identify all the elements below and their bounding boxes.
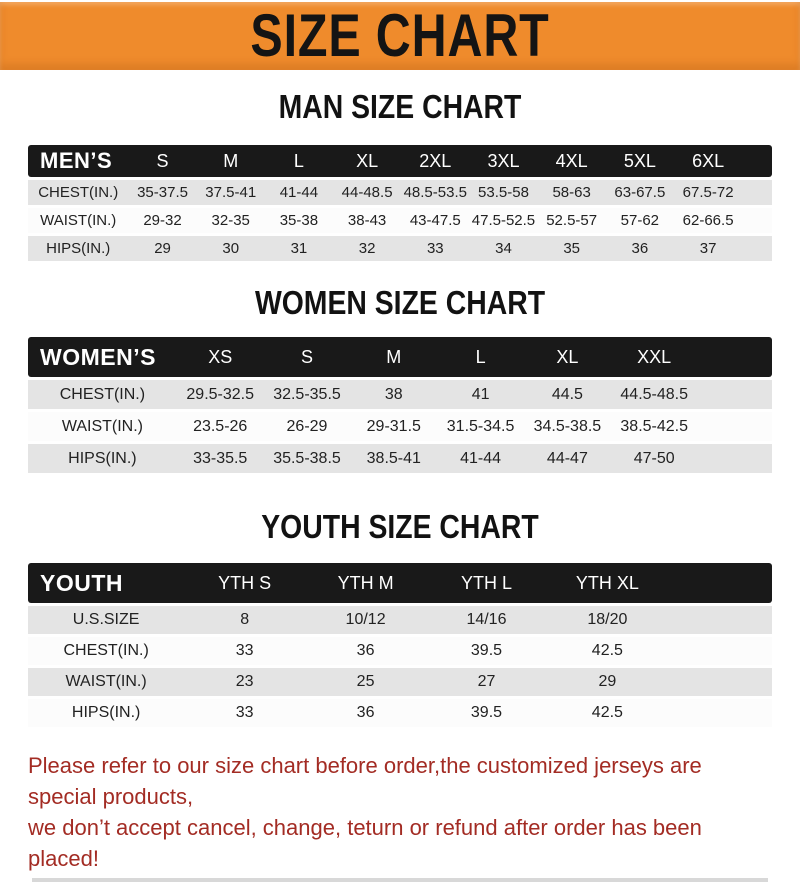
size-value-cell: 47.5-52.5 (469, 208, 537, 233)
header-filler-cell (698, 337, 772, 377)
size-value-cell: 31.5-34.5 (437, 412, 524, 441)
size-value-cell: 63-67.5 (606, 180, 674, 205)
size-value-cell: 36 (305, 637, 426, 665)
size-value-cell: 18/20 (547, 606, 668, 634)
size-header-cell: S (128, 145, 196, 177)
row-filler-cell (668, 699, 772, 727)
size-value-cell: 34 (469, 236, 537, 261)
row-filler-cell (742, 236, 772, 261)
size-value-cell: 32-35 (197, 208, 265, 233)
size-value-cell: 58-63 (538, 180, 606, 205)
size-value-cell: 42.5 (547, 699, 668, 727)
men-table-header (28, 145, 772, 177)
measure-label-cell: CHEST(IN.) (28, 380, 177, 409)
size-value-cell: 39.5 (426, 637, 547, 665)
measurement-row (28, 606, 772, 634)
row-filler-cell (698, 380, 772, 409)
size-header-cell: M (350, 337, 437, 377)
measure-label-cell: CHEST(IN.) (28, 180, 128, 205)
measurement-row (28, 668, 772, 696)
size-header-cell: XXL (611, 337, 698, 377)
measurement-row (28, 637, 772, 665)
size-header-row (28, 145, 772, 177)
measurement-row (28, 699, 772, 727)
size-value-cell: 57-62 (606, 208, 674, 233)
size-header-cell: YTH XL (547, 563, 668, 603)
size-header-cell: M (197, 145, 265, 177)
size-header-row (28, 563, 772, 603)
size-value-cell: 33 (401, 236, 469, 261)
size-value-cell: 44.5-48.5 (611, 380, 698, 409)
size-header-row (28, 337, 772, 377)
men-table-body (28, 180, 772, 261)
size-header-cell: XL (524, 337, 611, 377)
row-filler-cell (668, 637, 772, 665)
size-header-cell: 5XL (606, 145, 674, 177)
size-value-cell: 29-31.5 (350, 412, 437, 441)
size-value-cell: 39.5 (426, 699, 547, 727)
size-chart-banner (0, 2, 800, 70)
size-value-cell: 10/12 (305, 606, 426, 634)
women-table-header (28, 337, 772, 377)
measure-label-cell: WAIST(IN.) (28, 412, 177, 441)
group-label-cell: WOMEN’S (28, 337, 177, 377)
size-value-cell: 41-44 (265, 180, 333, 205)
measure-label-cell: HIPS(IN.) (28, 444, 177, 473)
women-section-title: WOMEN SIZE CHART (254, 284, 546, 321)
measure-label-cell: HIPS(IN.) (28, 699, 184, 727)
row-filler-cell (742, 180, 772, 205)
size-header-cell: S (264, 337, 351, 377)
size-value-cell: 29-32 (128, 208, 196, 233)
size-value-cell: 44.5 (524, 380, 611, 409)
women-size-table (28, 334, 772, 476)
size-value-cell: 35-37.5 (128, 180, 196, 205)
women-table-body (28, 380, 772, 473)
disclaimer-line-1: Please refer to our size chart before order,the customized jerseys are special products, (28, 753, 702, 809)
size-header-cell: YTH M (305, 563, 426, 603)
measure-label-cell: HIPS(IN.) (28, 236, 128, 261)
size-value-cell: 33 (184, 637, 305, 665)
size-value-cell: 8 (184, 606, 305, 634)
size-value-cell: 48.5-53.5 (401, 180, 469, 205)
size-value-cell: 44-48.5 (333, 180, 401, 205)
bottom-divider (32, 878, 768, 882)
measure-label-cell: WAIST(IN.) (28, 668, 184, 696)
row-filler-cell (742, 208, 772, 233)
measurement-row (28, 380, 772, 409)
size-value-cell: 36 (606, 236, 674, 261)
size-value-cell: 27 (426, 668, 547, 696)
size-header-cell: 6XL (674, 145, 742, 177)
size-header-cell: 2XL (401, 145, 469, 177)
size-value-cell: 53.5-58 (469, 180, 537, 205)
size-header-cell: 4XL (538, 145, 606, 177)
measurement-row (28, 236, 772, 261)
size-header-cell: L (265, 145, 333, 177)
size-value-cell: 30 (197, 236, 265, 261)
youth-size-table (28, 560, 772, 730)
measure-label-cell: WAIST(IN.) (28, 208, 128, 233)
size-value-cell: 67.5-72 (674, 180, 742, 205)
group-label-cell: YOUTH (28, 563, 184, 603)
size-value-cell: 33 (184, 699, 305, 727)
measure-label-cell: U.S.SIZE (28, 606, 184, 634)
size-chart-page (0, 1, 800, 871)
size-value-cell: 23.5-26 (177, 412, 264, 441)
size-value-cell: 37 (674, 236, 742, 261)
size-value-cell: 62-66.5 (674, 208, 742, 233)
man-section-title: MAN SIZE CHART (278, 88, 522, 125)
women-size-chart-section (0, 284, 800, 476)
youth-table-body (28, 606, 772, 727)
size-value-cell: 41 (437, 380, 524, 409)
header-filler-cell (742, 145, 772, 177)
size-value-cell: 26-29 (264, 412, 351, 441)
size-value-cell: 36 (305, 699, 426, 727)
size-value-cell: 42.5 (547, 637, 668, 665)
measurement-row (28, 180, 772, 205)
size-value-cell: 44-47 (524, 444, 611, 473)
size-value-cell: 32 (333, 236, 401, 261)
size-header-cell: YTH S (184, 563, 305, 603)
size-value-cell: 41-44 (437, 444, 524, 473)
row-filler-cell (668, 668, 772, 696)
row-filler-cell (698, 444, 772, 473)
size-value-cell: 33-35.5 (177, 444, 264, 473)
header-filler-cell (668, 563, 772, 603)
size-value-cell: 29 (547, 668, 668, 696)
youth-size-chart-section (0, 508, 800, 730)
size-header-cell: XL (333, 145, 401, 177)
man-size-chart-section (0, 88, 800, 264)
youth-table-header (28, 563, 772, 603)
size-header-cell: YTH L (426, 563, 547, 603)
size-value-cell: 29 (128, 236, 196, 261)
size-header-cell: 3XL (469, 145, 537, 177)
youth-section-title: YOUTH SIZE CHART (261, 508, 539, 545)
row-filler-cell (668, 606, 772, 634)
disclaimer-line-2: we don’t accept cancel, change, teturn or refund after order has been placed! (28, 815, 702, 871)
disclaimer-note (28, 750, 772, 874)
size-value-cell: 31 (265, 236, 333, 261)
size-value-cell: 34.5-38.5 (524, 412, 611, 441)
men-size-table (28, 142, 772, 264)
size-value-cell: 32.5-35.5 (264, 380, 351, 409)
size-value-cell: 38 (350, 380, 437, 409)
size-value-cell: 38.5-41 (350, 444, 437, 473)
measure-label-cell: CHEST(IN.) (28, 637, 184, 665)
size-value-cell: 14/16 (426, 606, 547, 634)
banner-title: SIZE CHART (250, 1, 550, 70)
size-value-cell: 37.5-41 (197, 180, 265, 205)
size-value-cell: 38.5-42.5 (611, 412, 698, 441)
size-value-cell: 23 (184, 668, 305, 696)
size-value-cell: 47-50 (611, 444, 698, 473)
size-value-cell: 25 (305, 668, 426, 696)
size-value-cell: 43-47.5 (401, 208, 469, 233)
size-value-cell: 35 (538, 236, 606, 261)
size-header-cell: XS (177, 337, 264, 377)
size-value-cell: 35.5-38.5 (264, 444, 351, 473)
row-filler-cell (698, 412, 772, 441)
size-header-cell: L (437, 337, 524, 377)
size-value-cell: 38-43 (333, 208, 401, 233)
measurement-row (28, 208, 772, 233)
size-value-cell: 29.5-32.5 (177, 380, 264, 409)
measurement-row (28, 412, 772, 441)
size-value-cell: 52.5-57 (538, 208, 606, 233)
group-label-cell: MEN’S (28, 145, 128, 177)
size-value-cell: 35-38 (265, 208, 333, 233)
measurement-row (28, 444, 772, 473)
